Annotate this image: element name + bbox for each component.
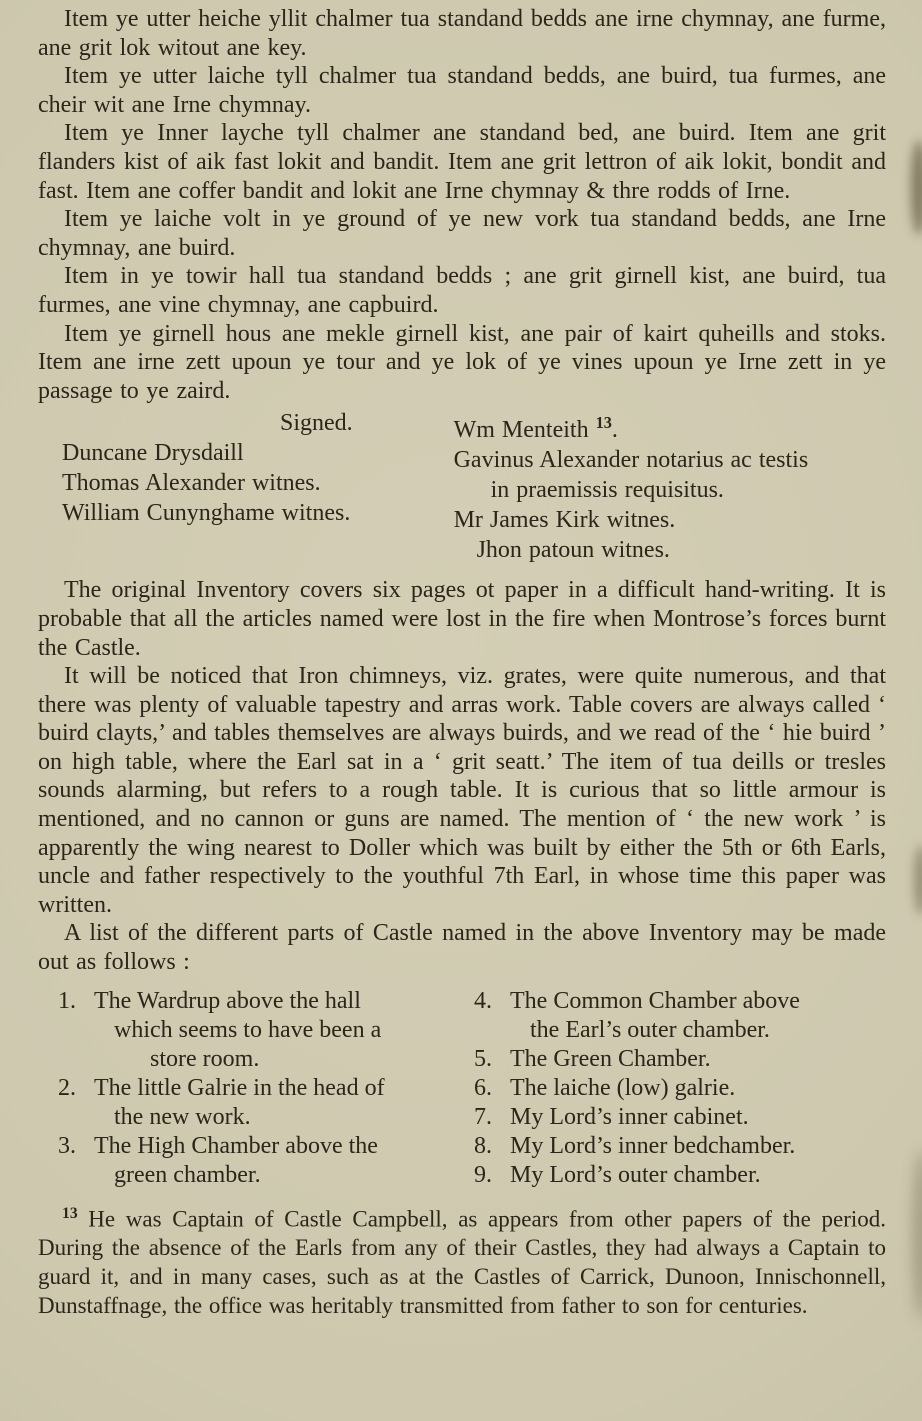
signature-witness: Thomas Alexander witnes.	[62, 470, 321, 497]
signature-notary-continued: in praemissis requisitus.	[490, 477, 724, 504]
signature-notary: Gavinus Alexander notarius ac testis	[453, 447, 809, 474]
footnote-reference: 13	[595, 413, 612, 433]
list-item-text: the new work.	[114, 1103, 251, 1130]
parts-list-left-column	[38, 987, 462, 1190]
list-item-text: The High Chamber above the	[94, 1132, 378, 1159]
list-item-text: green chamber.	[114, 1161, 261, 1188]
list-item-text: The Green Chamber.	[510, 1045, 711, 1072]
inventory-paragraph-3: Item ye Inner layche tyll chalmer ane standand bed, ane buird. Item ane grit flanders kist of aik fast lokit and bandit. Item ane grit lettron of aik lokit, bondit and fast. Item ane coffer bandit and lokit ane Irne chymnay & thre rodds of Irne.	[38, 120, 886, 204]
list-item-text: The Common Chamber above	[510, 987, 800, 1014]
list-item-text: The Wardrup above the hall	[94, 987, 361, 1014]
list-item-1	[58, 987, 448, 1074]
footnote	[38, 1199, 886, 1321]
list-intro-paragraph: A list of the different parts of Castle named in the above Inventory may be made out as follows :	[38, 920, 886, 976]
list-item-3	[58, 1132, 448, 1190]
commentary-paragraph-2: It will be noticed that Iron chimneys, viz. grates, were quite numerous, and that there was plenty of valuable tapestry and arras work. Table covers are always called ‘ buird clayts,’ and tables themselves are always buirds, and we read of the ‘ hie buird ’ on high table, where the Earl sat in a ‘ grit seatt.’ The item of tua deills or tresles sounds alarming, but refers to a rough table. It is curious that so little armour is mentioned, and no cannon or guns are named. The mention of ‘ the new work ’ is apparently the wing nearest to Doller which was built by either the 5th or 6th Earls, uncle and father respectively to the youthful 7th Earl, in whose time this paper was written.	[38, 663, 886, 918]
list-item-number: 6.	[474, 1074, 492, 1101]
signed-label: Signed.	[280, 410, 353, 437]
commentary-paragraph-1: The original Inventory covers six pages ot paper in a difficult hand-writing. It is probable that all the articles named were lost in the fire when Montrose’s forces burnt the Castle.	[38, 577, 886, 661]
list-item-number: 2.	[58, 1074, 76, 1101]
list-item-2	[58, 1074, 448, 1132]
inventory-paragraph-4: Item ye laiche volt in ye ground of ye new vork tua standand bedds, ane Irne chymnay, ane buird.	[38, 206, 886, 261]
signature-name-period: .	[611, 417, 618, 444]
list-item-number: 3.	[58, 1132, 76, 1159]
list-item-text: My Lord’s inner cabinet.	[510, 1103, 749, 1130]
signature-name-text: Wm Menteith	[453, 417, 596, 444]
signature-left-column	[38, 408, 420, 565]
list-item-8	[474, 1132, 886, 1161]
list-item-text: The laiche (low) galrie.	[510, 1074, 736, 1101]
list-item-5	[474, 1045, 886, 1074]
list-item-9	[474, 1161, 886, 1190]
parts-list-right-column	[462, 987, 886, 1190]
list-item-number: 5.	[474, 1045, 492, 1072]
list-item-text: My Lord’s inner bedchamber.	[510, 1132, 796, 1159]
signature-witness: William Cunynghame witnes.	[62, 500, 351, 527]
signature-block	[38, 408, 886, 565]
list-item-number: 7.	[474, 1103, 492, 1130]
page-edge-smudge	[913, 1150, 922, 1320]
list-item-text: The little Galrie in the head of	[94, 1074, 385, 1101]
list-item-text: My Lord’s outer chamber.	[510, 1161, 761, 1188]
list-item-text: store room.	[150, 1045, 260, 1072]
list-item-number: 4.	[474, 987, 492, 1014]
list-item-number: 1.	[58, 987, 76, 1014]
list-item-text: the Earl’s outer chamber.	[530, 1016, 770, 1043]
signature-witness: Jhon patoun witnes.	[476, 537, 670, 564]
list-item-text: which seems to have been a	[114, 1016, 382, 1043]
list-item-number: 9.	[474, 1161, 492, 1188]
list-item-6	[474, 1074, 886, 1103]
list-item-7	[474, 1103, 886, 1132]
footnote-text: He was Captain of Castle Campbell, as appears from other papers of the period. During the absence of the Earls from any of their Castles, they had always a Captain to guard it, and in many cases, such as at the Castles of Carrick, Dunoon, Innischonnell, Dunstaffnage, the office was heritably transmitted from father to son for centuries.	[38, 1206, 886, 1319]
signature-right-column	[420, 408, 886, 565]
signature-name: Duncane Drysdaill	[62, 440, 244, 467]
list-item-4	[474, 987, 886, 1045]
castle-parts-list	[38, 987, 886, 1190]
inventory-paragraph-6: Item ye girnell hous ane mekle girnell kist, ane pair of kairt quheills and stoks. Item ane irne zett upoun ye tour and ye lok of ye vines upoun ye Irne zett in ye passage to ye zaird.	[38, 320, 886, 404]
inventory-paragraph-2: Item ye utter laiche tyll chalmer tua standand bedds, ane buird, tua furmes, ane cheir wit ane Irne chymnay.	[38, 63, 886, 118]
footnote-marker: 13	[62, 1204, 78, 1222]
signature-name-menteith	[454, 408, 886, 445]
inventory-paragraph-5: Item in ye towir hall tua standand bedds ; ane grit girnell kist, ane buird, tua furmes, ane vine chymnay, ane capbuird.	[38, 263, 886, 318]
list-item-number: 8.	[474, 1132, 492, 1159]
signature-witness: Mr James Kirk witnes.	[453, 507, 676, 534]
page-edge-smudge	[914, 845, 922, 915]
inventory-paragraph-1: Item ye utter heiche yllit chalmer tua standand bedds ane irne chymnay, ane furme, ane grit lok witout ane key.	[38, 6, 886, 61]
page-edge-smudge	[911, 140, 922, 235]
